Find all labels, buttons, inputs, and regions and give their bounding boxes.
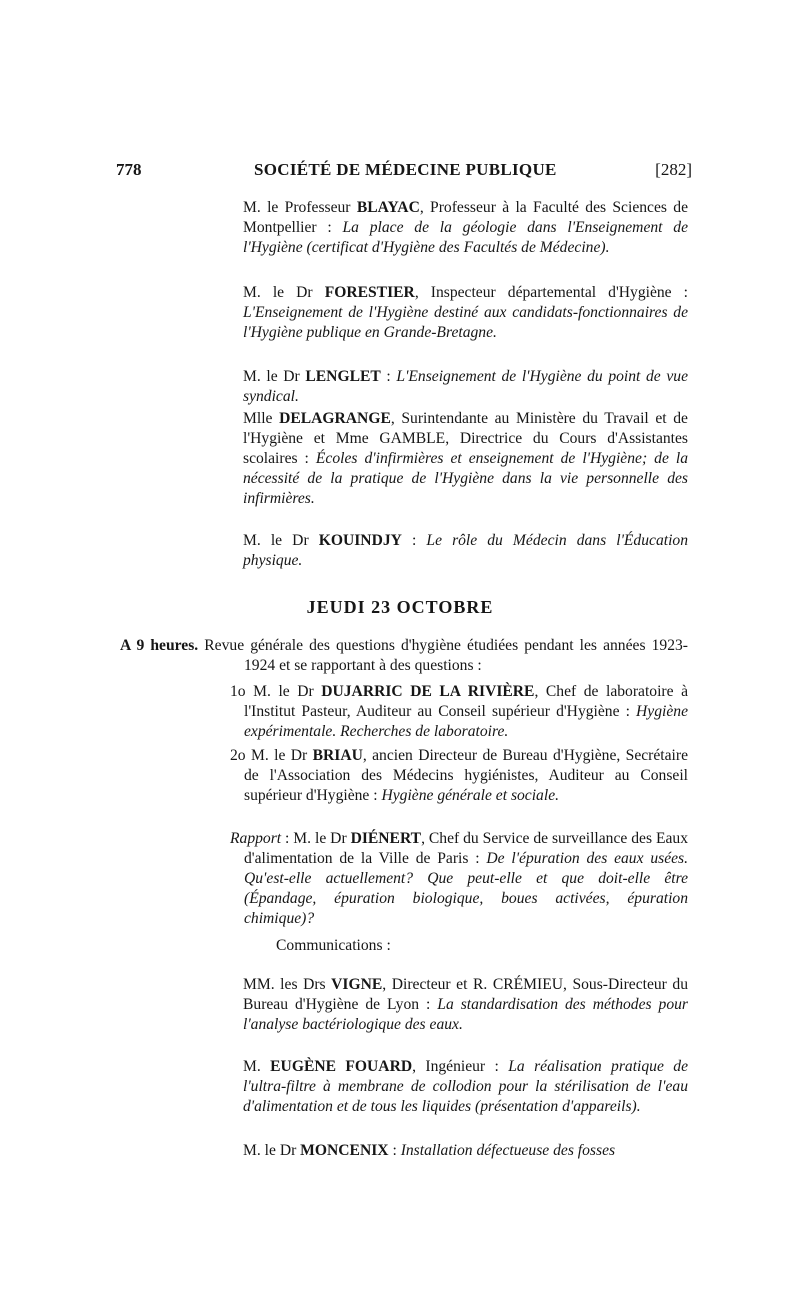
item-number: 2o xyxy=(230,747,246,764)
session-text: Revue générale des questions d'hygiène étudiées pendant les années 1923-1924 et se rapportant à des questions : xyxy=(204,637,688,674)
numbered-item: 1o M. le Dr DUJARRIC DE LA RIVIÈRE, Chef de laboratoire à l'Institut Pasteur, Auditeur au Conseil supérieur d'Hygiène : Hygiène expérimentale. Recherches de laboratoire. xyxy=(230,683,689,740)
speaker-name: DUJARRIC DE LA RIVIÈRE xyxy=(321,683,535,700)
day-heading: JEUDI 23 OCTOBRE xyxy=(306,597,494,617)
session-time: A 9 heures. xyxy=(120,637,199,654)
communications-label: Communications : xyxy=(276,937,391,954)
page-header xyxy=(116,160,692,186)
speaker-name: DELAGRANGE xyxy=(279,410,391,427)
communication-entry: M. EUGÈNE FOUARD, Ingénieur : La réalisation pratique de l'ultra-filtre à membrane de collodion pour la stérilisation de l'eau d'alimentation et de tous les liquides (présentation d'appareils). xyxy=(243,1058,688,1115)
talk-title: La standardisation des méthodes pour l'analyse bactériologique des eaux. xyxy=(243,996,688,1033)
speaker-name: LENGLET xyxy=(305,368,381,385)
program-entry: M. le Professeur BLAYAC, Professeur à la Faculté des Sciences de Montpellier : La place de la géologie dans l'Enseignement de l'Hygiène (certificat d'Hygiène des Facultés de Médecine). xyxy=(243,199,688,256)
talk-title: Écoles d'infirmières et enseignement de l'Hygiène; de la nécessité de la pratique de l'Hygiène dans la vie personnelle des infirmières. xyxy=(243,450,689,507)
speaker-name: BLAYAC xyxy=(356,199,420,216)
item-number: 1o xyxy=(230,683,246,700)
speaker-name: FORESTIER xyxy=(324,284,415,301)
running-title: SOCIÉTÉ DE MÉDECINE PUBLIQUE xyxy=(254,160,557,179)
report-title: De l'épuration des eaux usées. Qu'est-elle actuellement? Que peut-elle et que doit-elle être (Épandage, épuration biologique, boues activées, épuration chimique)? xyxy=(244,850,689,927)
speaker-name: DIÉNERT xyxy=(350,830,422,847)
talk-title: Hygiène générale et sociale. xyxy=(381,787,560,804)
talk-title: Installation défectueuse des fosses xyxy=(400,1142,616,1159)
talk-title: Hygiène expérimentale. Recherches de laboratoire. xyxy=(244,703,688,740)
numbered-item: 2o M. le Dr BRIAU, ancien Directeur de Bureau d'Hygiène, Secrétaire de l'Association des Médecins hygiénistes, Auditeur au Conseil supérieur d'Hygiène : Hygiène générale et sociale. xyxy=(230,747,688,804)
speaker-name: BRIAU xyxy=(312,747,363,764)
rapport-entry: Rapport : M. le Dr DIÉNERT, Chef du Service de surveillance des Eaux d'alimentation de la Ville de Paris : De l'épuration des eaux usées. Qu'est-elle actuellement? Que peut-elle et que doit-elle être (Épandage, épuration biologique, boues activées, épuration chimique)? xyxy=(230,830,689,927)
speaker-name: KOUINDJY xyxy=(318,532,402,549)
talk-title: La place de la géologie dans l'Enseignement de l'Hygiène (certificat d'Hygiène des Facultés de Médecine). xyxy=(243,219,688,256)
page-bracket: [282] xyxy=(655,160,692,179)
talk-title: L'Enseignement de l'Hygiène destiné aux candidats-fonctionnaires de l'Hygiène publique en Grande-Bretagne. xyxy=(243,304,688,341)
talk-title: La réalisation pratique de l'ultra-filtre à membrane de collodion pour la stérilisation de l'eau d'alimentation et de tous les liquides (présentation d'appareils). xyxy=(243,1058,688,1115)
talk-title: L'Enseignement de l'Hygiène du point de vue syndical. xyxy=(243,368,689,405)
speaker-name: EUGÈNE FOUARD xyxy=(270,1058,413,1075)
session-entry xyxy=(120,636,688,676)
program-entry: M. le Dr LENGLET : L'Enseignement de l'Hygiène du point de vue syndical. xyxy=(243,368,689,405)
communication-entry: M. le Dr MONCENIX : Installation défectueuse des fosses xyxy=(243,1142,616,1159)
rapport-label: Rapport xyxy=(230,830,282,847)
page-number: 778 xyxy=(116,160,142,179)
program-entry: Mlle DELAGRANGE, Surintendante au Ministère du Travail et de l'Hygiène et Mme GAMBLE, Directrice du Cours d'Assistantes scolaires : Écoles d'infirmières et enseignement de l'Hygiène; de la nécessité de la pratique de l'Hygiène dans la vie personnelle des infirmières. xyxy=(243,410,689,507)
program-entry: M. le Dr FORESTIER, Inspecteur départemental d'Hygiène : L'Enseignement de l'Hygiène destiné aux candidats-fonctionnaires de l'Hygiène publique en Grande-Bretagne. xyxy=(243,284,689,341)
communication-entry: MM. les Drs VIGNE, Directeur et R. CRÉMIEU, Sous-Directeur du Bureau d'Hygiène de Lyon : La standardisation des méthodes pour l'analyse bactériologique des eaux. xyxy=(243,976,689,1033)
speaker-name: VIGNE xyxy=(331,976,383,993)
talk-title: Le rôle du Médecin dans l'Éducation physique. xyxy=(243,532,688,569)
speaker-name: MONCENIX xyxy=(300,1142,389,1159)
program-entry: M. le Dr KOUINDJY : Le rôle du Médecin dans l'Éducation physique. xyxy=(243,532,688,569)
